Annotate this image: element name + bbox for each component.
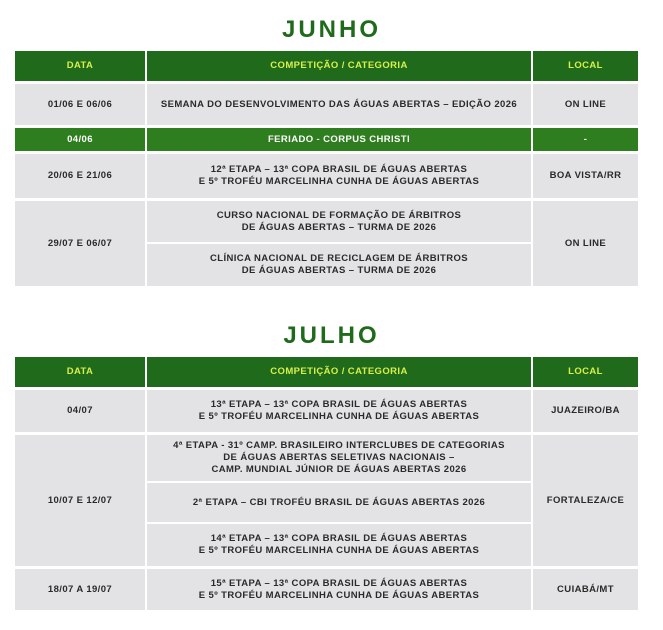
row-location: BOA VISTA/RR bbox=[533, 154, 638, 198]
row-competition: 12ª ETAPA – 13ª COPA BRASIL DE ÁGUAS ABERTAS E 5º TROFÉU MARCELINHA CUNHA DE ÁGUAS ABERTAS bbox=[147, 154, 531, 198]
schedule-table-julho bbox=[15, 357, 638, 610]
row-date: 18/07 A 19/07 bbox=[15, 569, 145, 610]
row-location: FORTALEZA/CE bbox=[533, 435, 638, 566]
schedule-table-junho bbox=[15, 51, 638, 286]
holiday-location: - bbox=[533, 128, 638, 151]
header-data: DATA bbox=[15, 357, 145, 387]
row-location: ON LINE bbox=[533, 84, 638, 125]
row-competition: 4ª ETAPA - 31º CAMP. BRASILEIRO INTERCLUBES DE CATEGORIAS DE ÁGUAS ABERTAS SELETIVAS NACIONAIS – CAMP. MUNDIAL JÚNIOR DE ÁGUAS ABERTAS 2026 bbox=[147, 435, 531, 481]
row-competition: SEMANA DO DESENVOLVIMENTO DAS ÁGUAS ABERTAS – EDIÇÃO 2026 bbox=[147, 84, 531, 125]
month-title-junho: JUNHO bbox=[281, 16, 381, 43]
row-competition: 2ª ETAPA – CBI TROFÉU BRASIL DE ÁGUAS ABERTAS 2026 bbox=[147, 483, 531, 522]
header-competicao: COMPETIÇÃO / CATEGORIA bbox=[147, 357, 531, 387]
row-location: ON LINE bbox=[533, 201, 638, 286]
header-data: DATA bbox=[15, 51, 145, 81]
row-date: 04/07 bbox=[15, 390, 145, 432]
row-location: CUIABÁ/MT bbox=[533, 569, 638, 610]
month-title-julho: JULHO bbox=[283, 322, 380, 349]
header-local: LOCAL bbox=[533, 357, 638, 387]
row-competition: CLÍNICA NACIONAL DE RECICLAGEM DE ÁRBITROS DE ÁGUAS ABERTAS – TURMA DE 2026 bbox=[147, 244, 531, 286]
row-competition: 15ª ETAPA – 13ª COPA BRASIL DE ÁGUAS ABERTAS E 5º TROFÉU MARCELINHA CUNHA DE ÁGUAS ABERTAS bbox=[147, 569, 531, 610]
row-date: 10/07 E 12/07 bbox=[15, 435, 145, 566]
holiday-date: 04/06 bbox=[15, 128, 145, 151]
header-competicao: COMPETIÇÃO / CATEGORIA bbox=[147, 51, 531, 81]
header-local: LOCAL bbox=[533, 51, 638, 81]
holiday-name: FERIADO - CORPUS CHRISTI bbox=[147, 128, 531, 151]
row-competition: CURSO NACIONAL DE FORMAÇÃO DE ÁRBITROS DE ÁGUAS ABERTAS – TURMA DE 2026 bbox=[147, 201, 531, 242]
row-date: 20/06 E 21/06 bbox=[15, 154, 145, 198]
row-competition: 13ª ETAPA – 13ª COPA BRASIL DE ÁGUAS ABERTAS E 5º TROFÉU MARCELINHA CUNHA DE ÁGUAS ABERTAS bbox=[147, 390, 531, 432]
row-date: 29/07 E 06/07 bbox=[15, 201, 145, 286]
row-competition: 14ª ETAPA – 13ª COPA BRASIL DE ÁGUAS ABERTAS E 5º TROFÉU MARCELINHA CUNHA DE ÁGUAS ABERTAS bbox=[147, 524, 531, 566]
row-date: 01/06 E 06/06 bbox=[15, 84, 145, 125]
row-location: JUAZEIRO/BA bbox=[533, 390, 638, 432]
